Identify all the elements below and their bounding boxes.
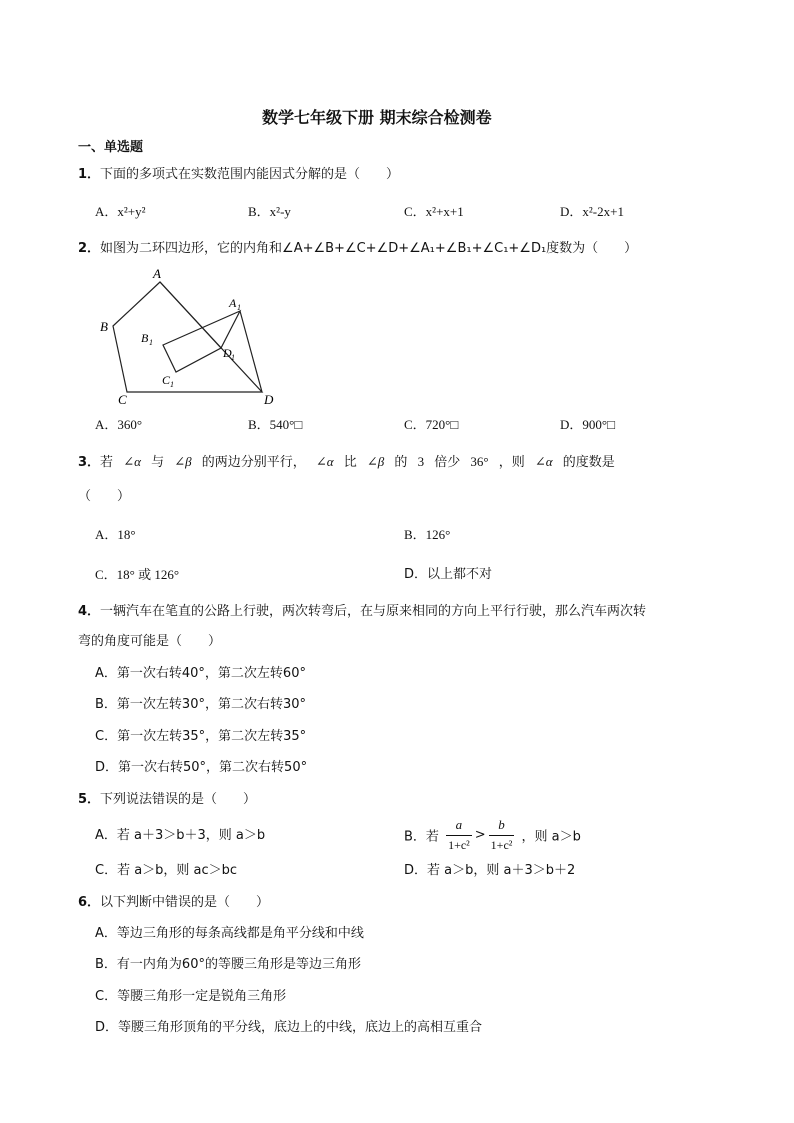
- stem-word: 比: [343, 455, 357, 470]
- fraction-numerator: a: [446, 817, 472, 836]
- question-4-stem-cont: 弯的角度可能是（ ）: [78, 634, 222, 649]
- question-text: 如图为二环四边形，它的内角和∠A+∠B+∠C+∠D+∠A₁+∠B₁+∠C₁+∠D₁度数为（ ）: [100, 241, 638, 256]
- fraction-denominator: 1+c²: [490, 838, 513, 852]
- q4-option-c: C．第一次左转35°，第二次左转35°: [95, 729, 307, 744]
- question-number: 6．: [78, 895, 101, 910]
- q6-option-b: B．有一内角为60°的等腰三角形是等边三角形: [95, 957, 361, 972]
- q6-option-c: C．等腰三角形一定是锐角三角形: [95, 989, 287, 1004]
- label-c: C: [118, 392, 127, 405]
- question-3-stem: [78, 455, 615, 469]
- label-b1-sub: 1: [149, 338, 153, 347]
- greater-sign: >: [474, 827, 486, 843]
- q1-option-c: C．x²+x+1: [404, 204, 464, 219]
- stem-number: 36°: [470, 454, 489, 469]
- stem-word: ，则: [498, 455, 525, 470]
- question-4-stem: [78, 605, 646, 618]
- angle-alpha: ∠α: [315, 454, 334, 469]
- question-number: 2．: [78, 241, 101, 256]
- question-number: 5．: [78, 792, 101, 807]
- q1-option-a: A．x²+y²: [95, 204, 146, 219]
- q2-option-b: B．540°□: [248, 417, 303, 432]
- fraction-numerator: b: [489, 817, 515, 836]
- q5-option-d: D．若 a＞b，则 a＋3＞b＋2: [404, 863, 576, 878]
- stem-word: 的两边分别平行，: [201, 455, 306, 470]
- label-d1: D: [223, 346, 232, 360]
- question-number: 1．: [78, 167, 101, 182]
- question-text: 以下判断中错误的是（ ）: [100, 895, 270, 910]
- quadrilateral-a1b1c1d1-open: [160, 282, 221, 348]
- stem-word: 与: [151, 455, 165, 470]
- question-3-stem-cont: （ ）: [78, 489, 131, 504]
- angle-alpha: ∠α: [534, 454, 553, 469]
- q1-option-d: D．x²-2x+1: [560, 204, 624, 219]
- page-title: 数学七年级下册 期末综合检测卷: [262, 108, 492, 127]
- q6-option-a: A．等边三角形的每条高线都是角平分线和中线: [95, 926, 364, 941]
- fraction-a: [446, 817, 472, 853]
- question-text: 一辆汽车在笔直的公路上行驶，两次转弯后，在与原来相同的方向上平行行驶，那么汽车两次转: [100, 604, 647, 619]
- q2-option-c: C．720°□: [404, 417, 459, 432]
- outer-quadrilateral-abcd: [113, 282, 262, 392]
- q3-option-a: A．18°: [95, 527, 136, 542]
- label-a1: A: [229, 296, 237, 310]
- q3-option-d: D．以上都不对: [404, 567, 493, 582]
- question-6-stem: [78, 896, 269, 909]
- stem-word: 的度数是: [562, 455, 615, 470]
- q1-option-b: B．x²-y: [248, 204, 291, 219]
- question-text: 下列说法错误的是（ ）: [100, 792, 257, 807]
- label-c1-sub: 1: [170, 380, 174, 389]
- q6-option-d: D．等腰三角形顶角的平分线，底边上的中线，底边上的高相互重合: [95, 1020, 483, 1035]
- q4-option-b: B．第一次左转30°，第二次右转30°: [95, 697, 307, 712]
- stem-word: 倍少: [434, 455, 461, 470]
- angle-beta: ∠β: [366, 454, 385, 469]
- fraction-denominator: 1+c²: [448, 838, 470, 852]
- label-d1-sub: 1: [231, 353, 235, 362]
- angle-alpha: ∠α: [123, 454, 141, 469]
- q3-option-b: B．126°: [404, 527, 451, 542]
- double-quadrilateral-figure: [90, 265, 290, 405]
- question-number: 4．: [78, 604, 101, 619]
- label-a: A: [153, 266, 161, 281]
- option-prefix: B．若: [404, 829, 439, 845]
- angle-beta: ∠β: [174, 454, 192, 469]
- question-1-stem: [78, 168, 399, 181]
- inner-quadrilateral-a1b1c1d1: [163, 311, 240, 372]
- stem-word: 若: [100, 455, 114, 470]
- stem-word: 的: [394, 455, 408, 470]
- label-a1-sub: 1: [237, 303, 241, 312]
- option-suffix: ，则 a＞b: [521, 829, 581, 845]
- q5-option-a: A．若 a＋3＞b＋3，则 a＞b: [95, 828, 266, 843]
- stem-number: 3: [417, 454, 425, 469]
- q5-option-b: [404, 817, 581, 853]
- fraction-b: [489, 817, 515, 853]
- label-b1: B: [141, 331, 149, 345]
- question-number: 3．: [78, 455, 101, 470]
- q2-option-d: D．900°□: [560, 417, 615, 432]
- q4-option-a: A．第一次右转40°，第二次左转60°: [95, 666, 306, 681]
- question-text: 下面的多项式在实数范围内能因式分解的是（ ）: [100, 167, 400, 182]
- q3-option-c: C．18° 或 126°: [95, 567, 180, 582]
- section-heading: 一、单选题: [78, 140, 144, 155]
- q4-option-d: D．第一次右转50°，第二次右转50°: [95, 760, 308, 775]
- question-2-stem: [78, 242, 637, 255]
- label-b: B: [100, 319, 108, 334]
- question-5-stem: [78, 793, 256, 806]
- q2-option-a: A．360°: [95, 417, 143, 432]
- label-d: D: [264, 392, 274, 405]
- q5-option-c: C．若 a＞b，则 ac＞bc: [95, 863, 238, 878]
- label-c1: C: [162, 373, 171, 387]
